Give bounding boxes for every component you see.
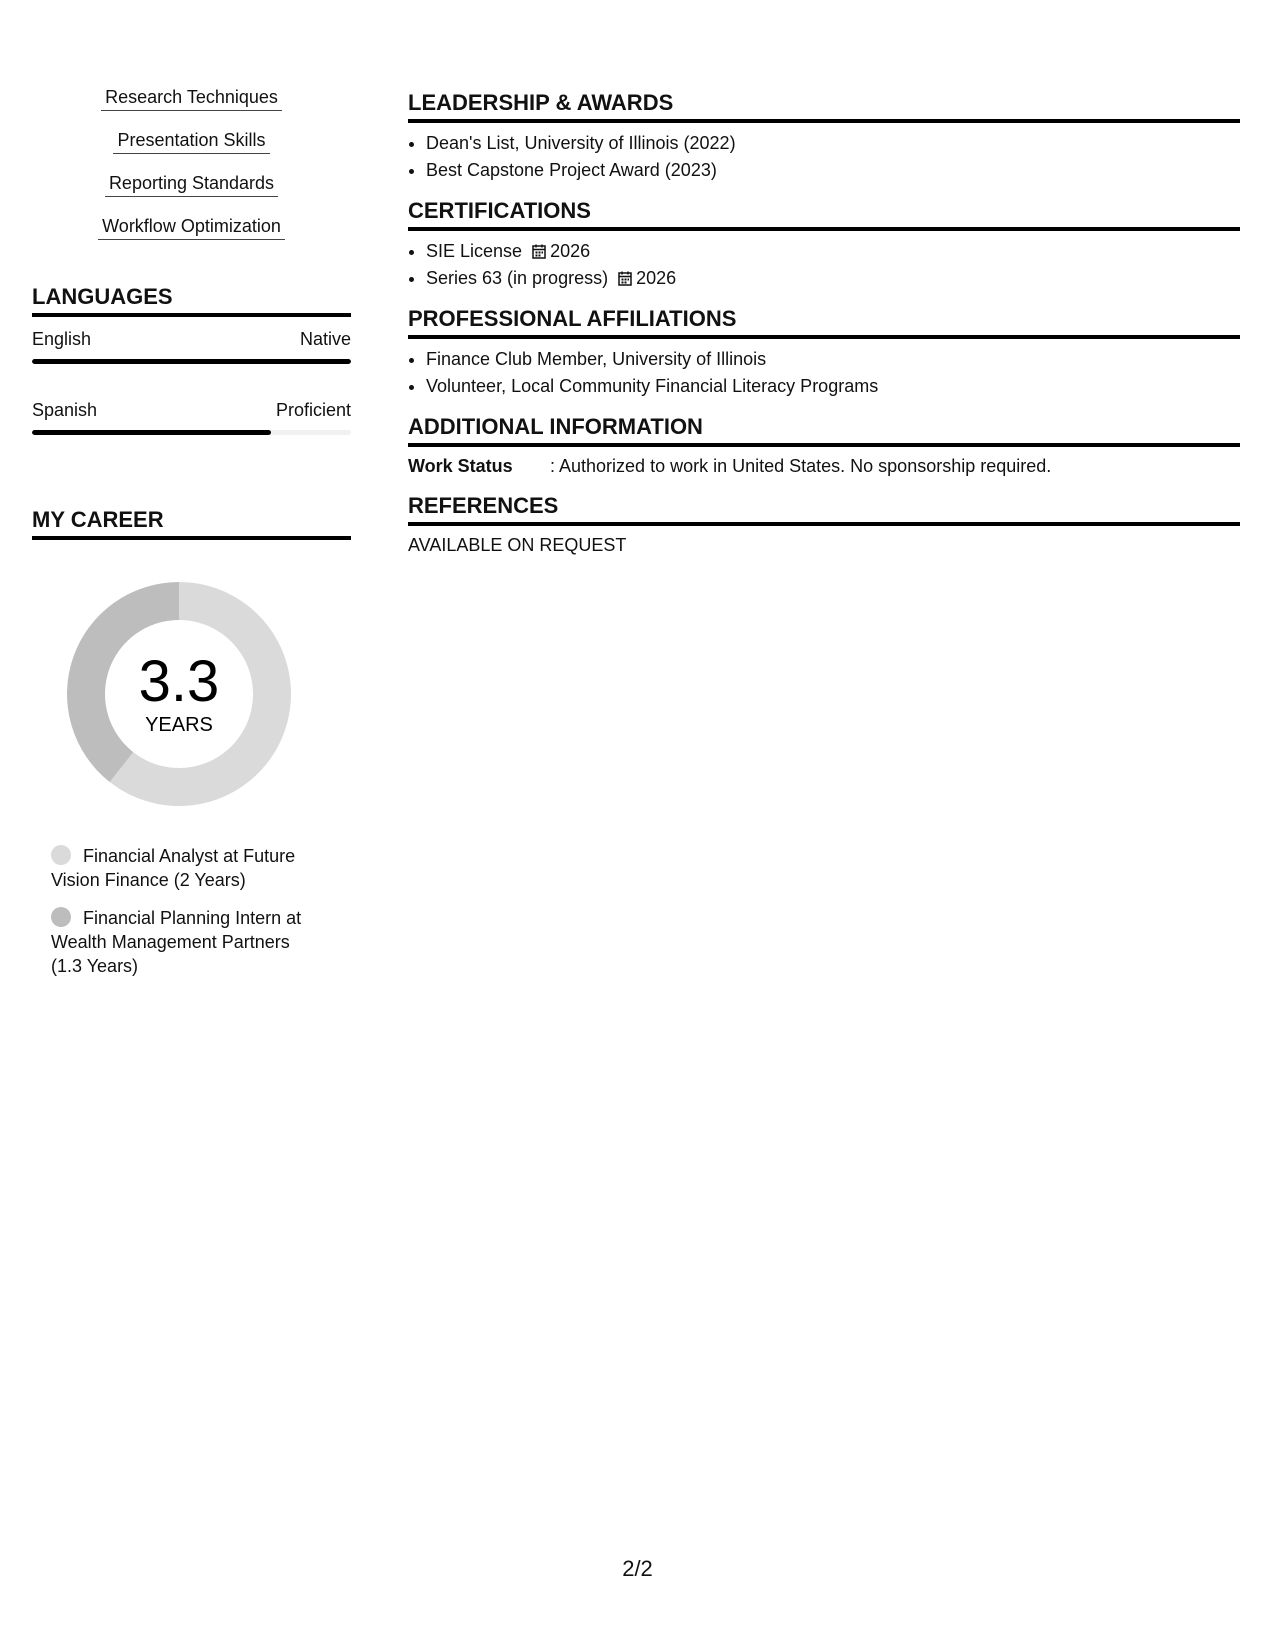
sidebar <box>32 85 351 992</box>
list-item <box>426 238 1240 265</box>
language-spanish <box>32 398 351 435</box>
languages-heading: LANGUAGES <box>32 284 351 317</box>
career-legend <box>51 844 321 978</box>
list-item: • Dean's List, University of Illinois (2022) <box>426 130 1240 157</box>
additional-info-section <box>408 414 1240 479</box>
legend-label: Financial Analyst at Future Vision Finance (2 Years) <box>51 846 296 890</box>
legend-dot-icon <box>51 907 71 927</box>
page-number: 2/2 <box>622 1556 653 1581</box>
languages-list <box>32 327 351 435</box>
certification-year: 2026 <box>550 241 591 261</box>
language-bar-fill <box>32 430 271 435</box>
leadership-list <box>408 130 1240 184</box>
career-total-value: 3.3 <box>138 649 220 714</box>
references-heading: REFERENCES <box>408 493 1240 526</box>
skill-label: Presentation Skills <box>113 128 269 154</box>
skill-item <box>32 171 351 197</box>
language-name: Spanish <box>32 400 98 420</box>
language-bar <box>32 430 351 435</box>
list-item: • Volunteer, Local Community Financial Literacy Programs <box>426 373 1240 400</box>
affiliations-section <box>408 306 1240 400</box>
references-text: AVAILABLE ON REQUEST <box>408 535 627 555</box>
skill-item <box>32 128 351 154</box>
skill-item <box>32 214 351 240</box>
legend-item <box>51 844 321 892</box>
legend-item <box>51 906 321 978</box>
skill-label: Research Techniques <box>101 85 282 111</box>
certifications-list <box>408 238 1240 292</box>
skill-label: Workflow Optimization <box>98 214 285 240</box>
affiliations-heading: PROFESSIONAL AFFILIATIONS <box>408 306 1240 339</box>
work-status-row <box>408 453 1240 479</box>
affiliations-list <box>408 346 1240 400</box>
language-name: English <box>32 329 92 349</box>
calendar-icon <box>532 244 546 259</box>
certification-year: 2026 <box>636 268 677 288</box>
list-item: • Best Capstone Project Award (2023) <box>426 157 1240 184</box>
references-section <box>408 493 1240 558</box>
certification-name: Series 63 (in progress) <box>426 268 609 288</box>
language-level: Proficient <box>275 400 351 420</box>
skill-label: Reporting Standards <box>105 171 278 197</box>
leadership-heading: LEADERSHIP & AWARDS <box>408 90 1240 123</box>
legend-dot-icon <box>51 845 71 865</box>
list-item <box>426 265 1240 292</box>
certification-name: SIE License <box>426 241 523 261</box>
language-level: Native <box>299 329 351 349</box>
certifications-heading: CERTIFICATIONS <box>408 198 1240 231</box>
career-heading: MY CAREER <box>32 507 351 540</box>
calendar-icon <box>618 271 632 286</box>
skill-item <box>32 85 351 111</box>
work-status-value: : Authorized to work in United States. No sponsorship required. <box>550 456 1052 476</box>
language-bar-fill <box>32 359 351 364</box>
main-content <box>408 90 1240 572</box>
additional-info-heading: ADDITIONAL INFORMATION <box>408 414 1240 447</box>
work-status-label: Work Status <box>408 456 513 476</box>
language-bar <box>32 359 351 364</box>
certifications-section <box>408 198 1240 292</box>
list-item: • Finance Club Member, University of Illinois <box>426 346 1240 373</box>
legend-label: Financial Planning Intern at Wealth Management Partners (1.3 Years) <box>51 908 302 976</box>
career-total-unit: YEARS <box>145 714 213 736</box>
donut-center <box>65 580 293 808</box>
leadership-section <box>408 90 1240 184</box>
career-donut-chart <box>65 580 293 808</box>
language-english <box>32 327 351 364</box>
skills-list <box>32 85 351 240</box>
